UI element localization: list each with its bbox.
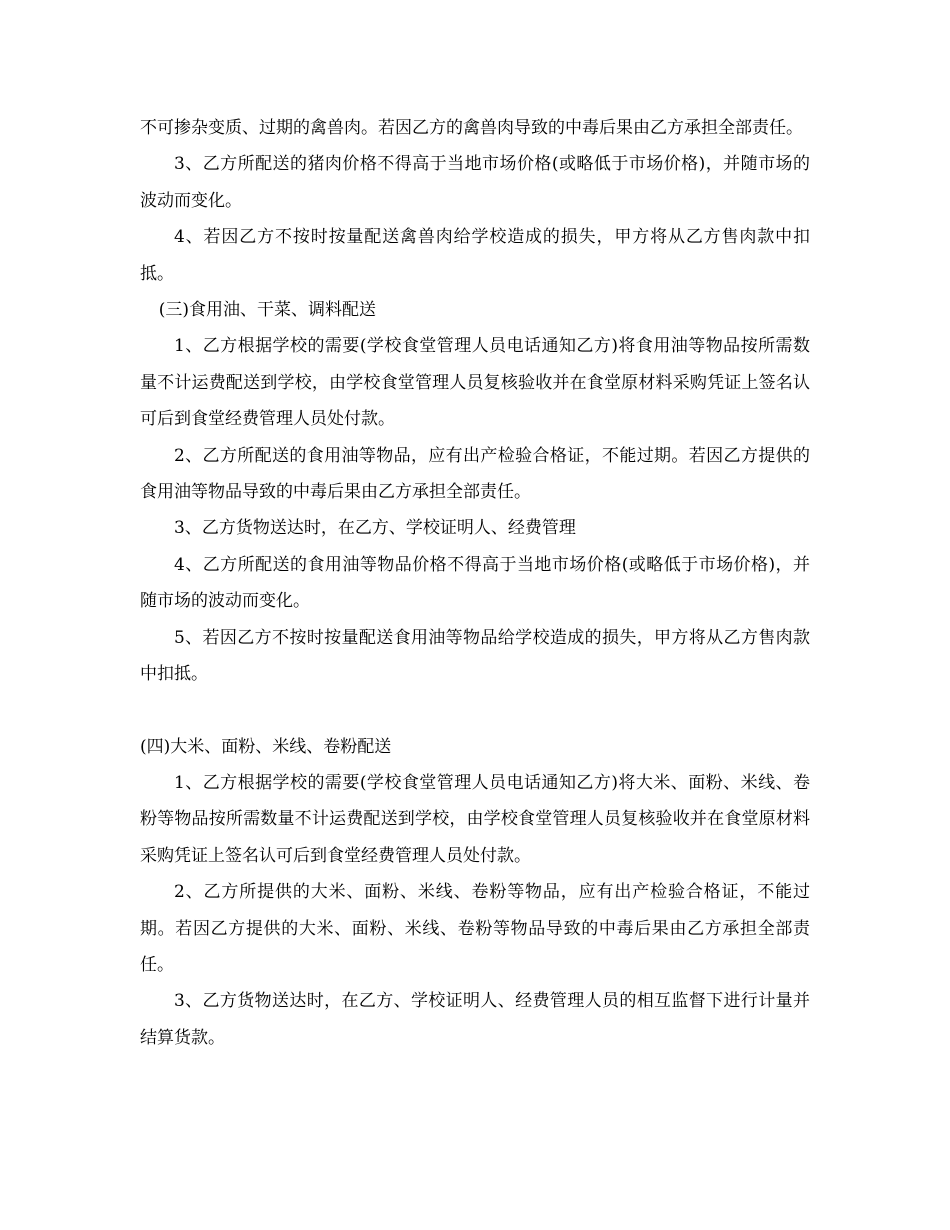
paragraph: 3、乙方货物送达时，在乙方、学校证明人、经费管理 xyxy=(174,518,576,539)
section-heading: (三)食用油、干菜、调料配送 xyxy=(158,300,376,321)
paragraph: 不可掺杂变质、过期的禽兽肉。若因乙方的禽兽肉导致的中毒后果由乙方承担全部责任。 xyxy=(140,118,803,138)
paragraph-spacer xyxy=(140,693,810,729)
paragraph: 3、乙方货物送达时，在乙方、学校证明人、经费管理人员的相互监督下进行计量并结算货款。 xyxy=(140,991,810,1048)
paragraph: 2、乙方所配送的食用油等物品，应有出产检验合格证，不能过期。若因乙方提供的食用油等物品导致的中毒后果由乙方承担全部责任。 xyxy=(140,445,810,503)
section-heading: (四)大米、面粉、米线、卷粉配送 xyxy=(140,736,392,757)
paragraph: 1、乙方根据学校的需要(学校食堂管理人员电话通知乙方)将食用油等物品按所需数量不计运费配送到学校，由学校食堂管理人员复核验收并在食堂原材料采购凭证上签名认可后到食堂经费管理人员处付款。 xyxy=(140,336,810,430)
paragraph: 4、乙方所配送的食用油等物品价格不得高于当地市场价格(或略低于市场价格)，并随市场的波动而变化。 xyxy=(140,554,810,612)
paragraph: 2、乙方所提供的大米、面粉、米线、卷粉等物品，应有出产检验合格证，不能过期。若因乙方提供的大米、面粉、米线、卷粉等物品导致的中毒后果由乙方承担全部责任。 xyxy=(140,882,810,975)
document-body xyxy=(140,110,810,1056)
paragraph: 3、乙方所配送的猪肉价格不得高于当地市场价格(或略低于市场价格)，并随市场的波动而变化。 xyxy=(140,154,810,211)
paragraph: 5、若因乙方不按时按量配送食用油等物品给学校造成的损失，甲方将从乙方售肉款中扣抵。 xyxy=(140,627,810,685)
paragraph: 1、乙方根据学校的需要(学校食堂管理人员电话通知乙方)将大米、面粉、米线、卷粉等物品按所需数量不计运费配送到学校，由学校食堂管理人员复核验收并在食堂原材料采购凭证上签名认可后到食堂经费管理人员处付款。 xyxy=(140,772,810,866)
paragraph: 4、若因乙方不按时按量配送禽兽肉给学校造成的损失，甲方将从乙方售肉款中扣抵。 xyxy=(140,227,810,284)
